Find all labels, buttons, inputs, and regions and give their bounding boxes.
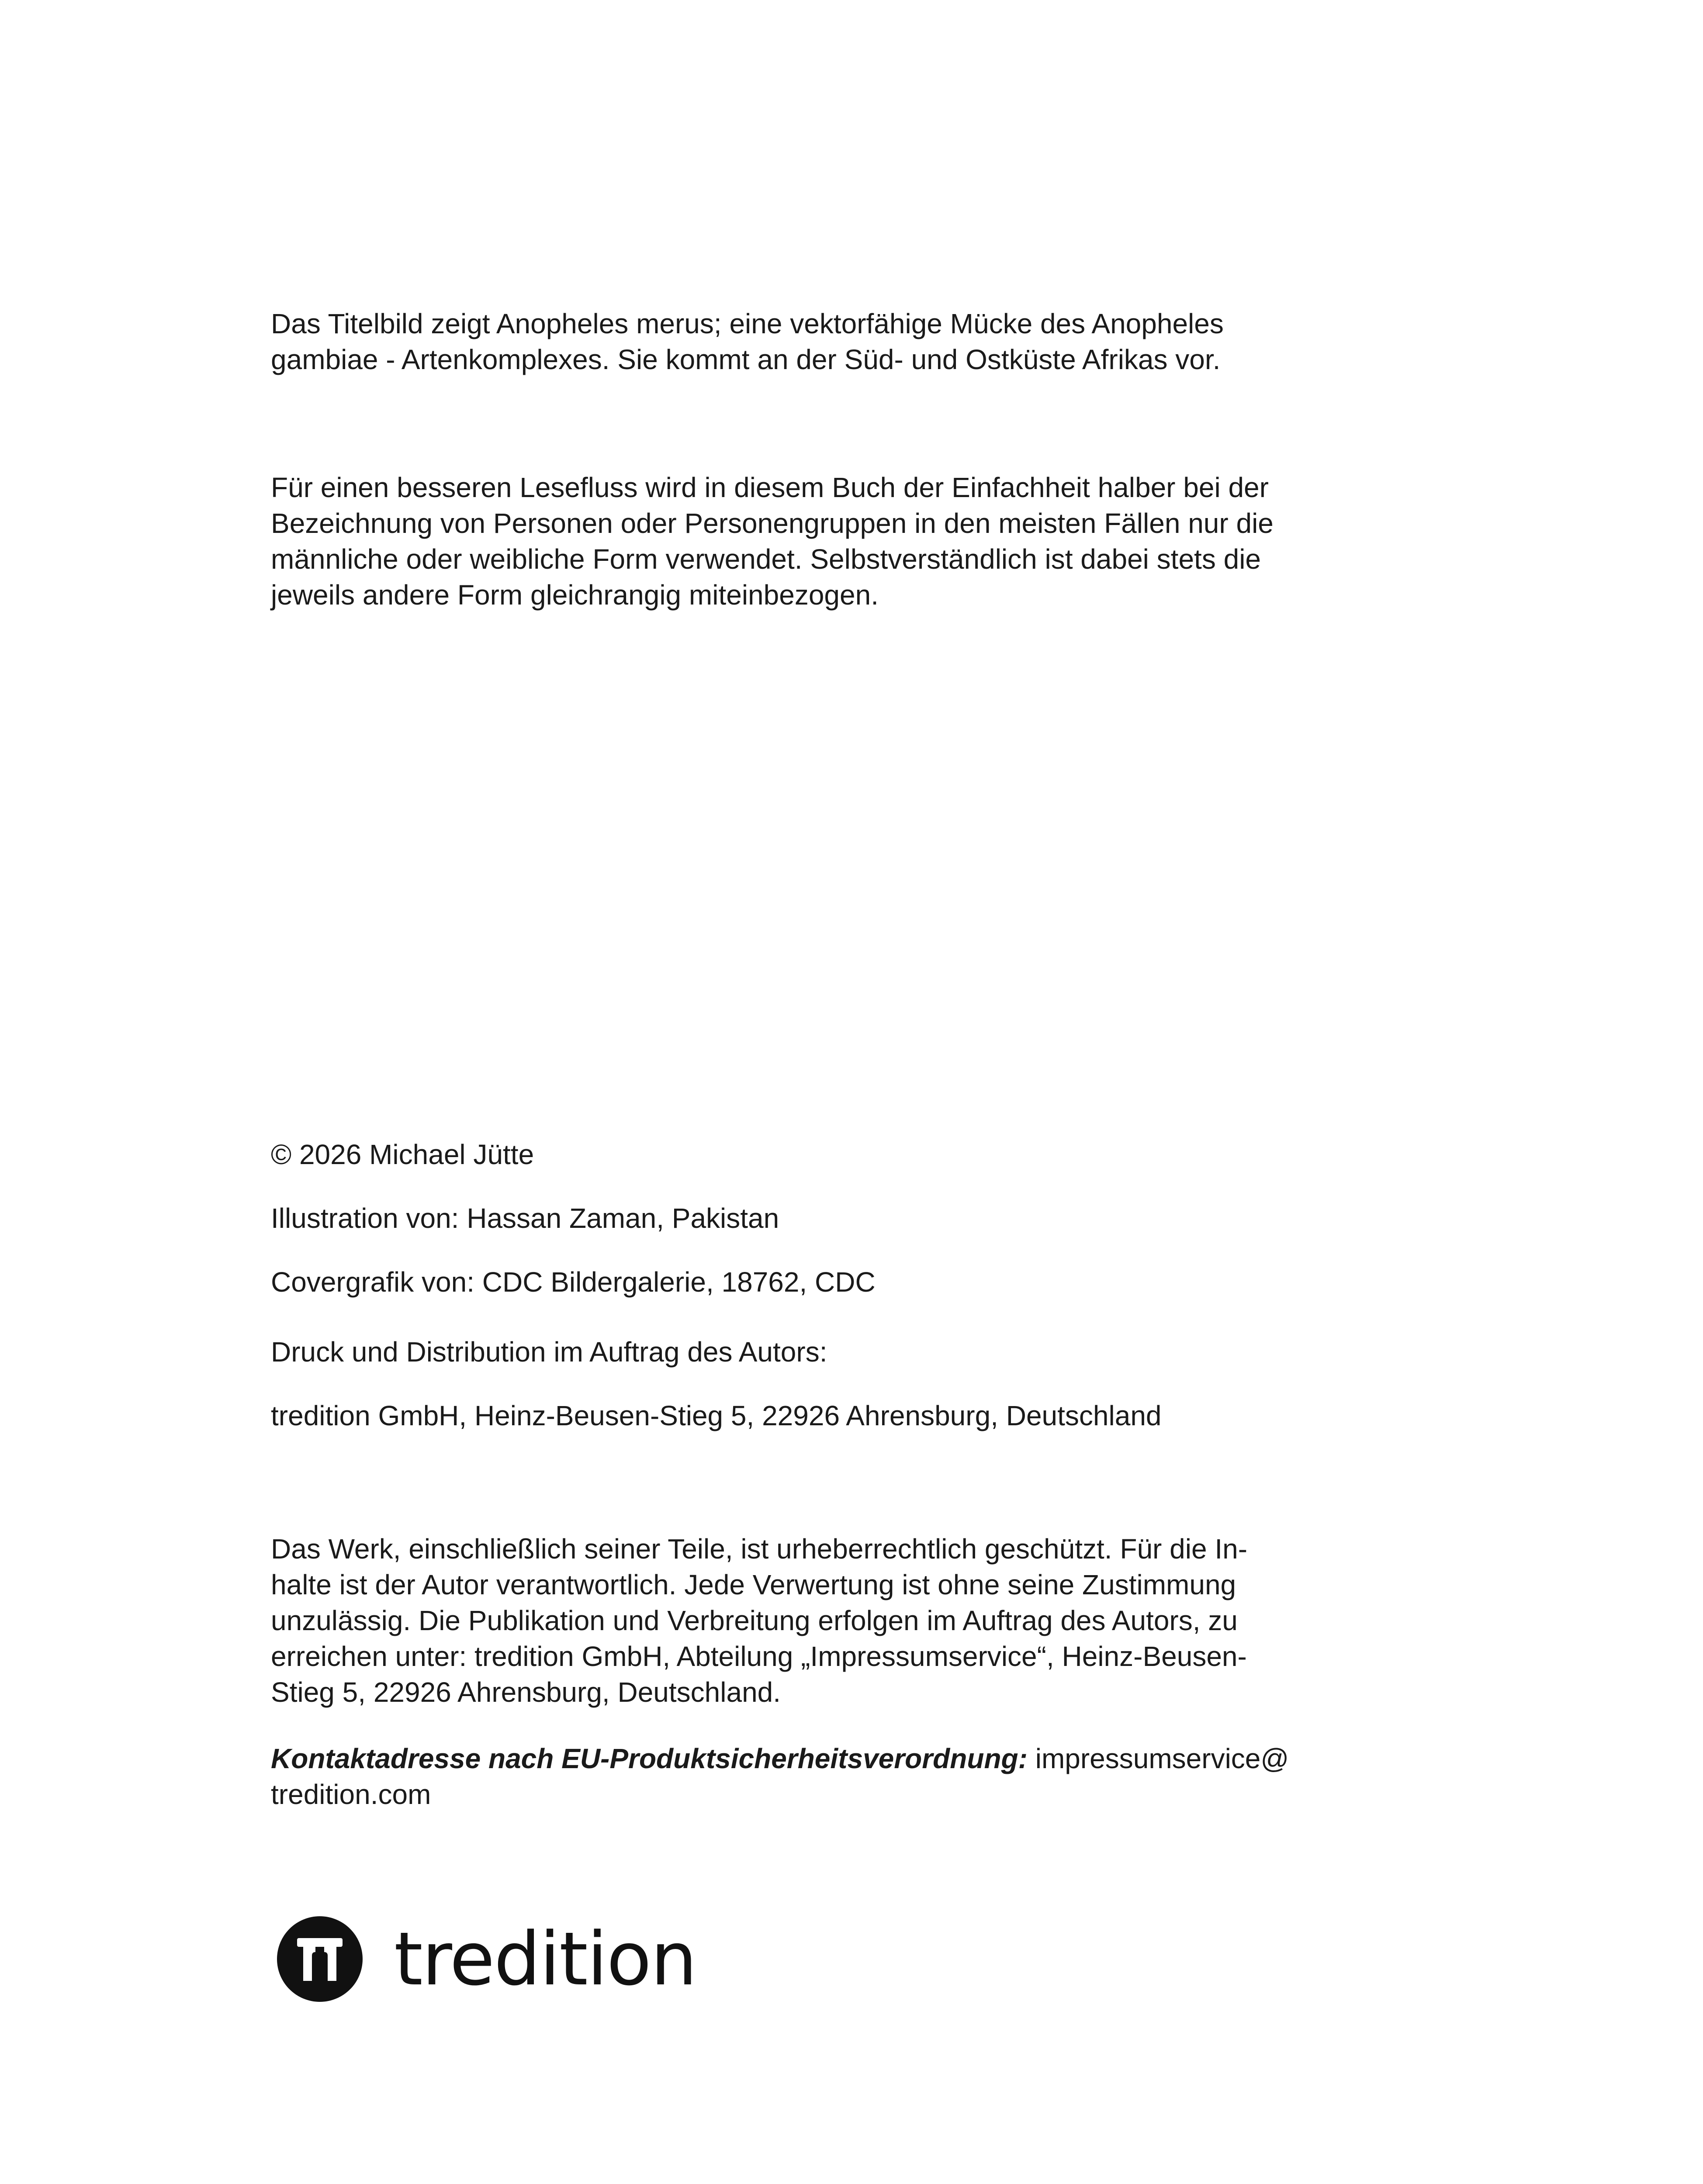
text-line: unzulässig. Die Publikation und Verbreitung erfolgen im Auftrag des Autors, zu: [271, 1605, 1238, 1636]
cover-image-note: [271, 306, 1389, 377]
print-distribution-label: Druck und Distribution im Auftrag des Autors:: [271, 1336, 827, 1368]
copyright-legal-notice: [271, 1531, 1389, 1710]
illustration-credit: Illustration von: Hassan Zaman, Pakistan: [271, 1203, 779, 1234]
text-line: gambiae - Artenkomplexes. Sie kommt an der Süd- und Ostküste Afrikas vor.: [271, 344, 1221, 375]
text-line: Für einen besseren Lesefluss wird in diesem Buch der Einfachheit halber bei der: [271, 472, 1269, 503]
text-line: Das Werk, einschließlich seiner Teile, ist urheberrechtlich geschützt. Für die In-: [271, 1533, 1247, 1565]
tredition-logo-icon: [276, 1915, 363, 2003]
copyright-line: © 2026 Michael Jütte: [271, 1139, 534, 1170]
text-line: männliche oder weibliche Form verwendet. Selbstverständlich ist dabei stets die: [271, 543, 1261, 575]
cover-credit: Covergrafik von: CDC Bildergalerie, 18762, CDC: [271, 1266, 876, 1298]
contact-address: [271, 1741, 1389, 1812]
contact-label: Kontaktadresse nach EU-Produktsicherheitsverordnung:: [271, 1743, 1028, 1774]
tredition-logo: [276, 1913, 696, 2005]
publisher-address: tredition GmbH, Heinz-Beusen-Stieg 5, 22926 Ahrensburg, Deutschland: [271, 1400, 1162, 1431]
text-line: Bezeichnung von Personen oder Personengruppen in den meisten Fällen nur die: [271, 508, 1274, 539]
text-line: jeweils andere Form gleichrangig miteinbezogen.: [271, 579, 879, 611]
text-line: Stieg 5, 22926 Ahrensburg, Deutschland.: [271, 1676, 781, 1708]
contact-email-part: impressumservice@: [1027, 1743, 1289, 1774]
text-line: [271, 1741, 1389, 1776]
text-line: erreichen unter: tredition GmbH, Abteilung „Impressumservice“, Heinz-Beusen-: [271, 1641, 1247, 1672]
gender-language-note: [271, 470, 1389, 613]
text-line: Das Titelbild zeigt Anopheles merus; eine vektorfähige Mücke des Anopheles: [271, 308, 1224, 339]
contact-email-domain: tredition.com: [271, 1779, 431, 1810]
text-line: halte ist der Autor verantwortlich. Jede Verwertung ist ohne seine Zustimmung: [271, 1569, 1236, 1600]
tredition-wordmark: tredition: [394, 1916, 696, 2002]
